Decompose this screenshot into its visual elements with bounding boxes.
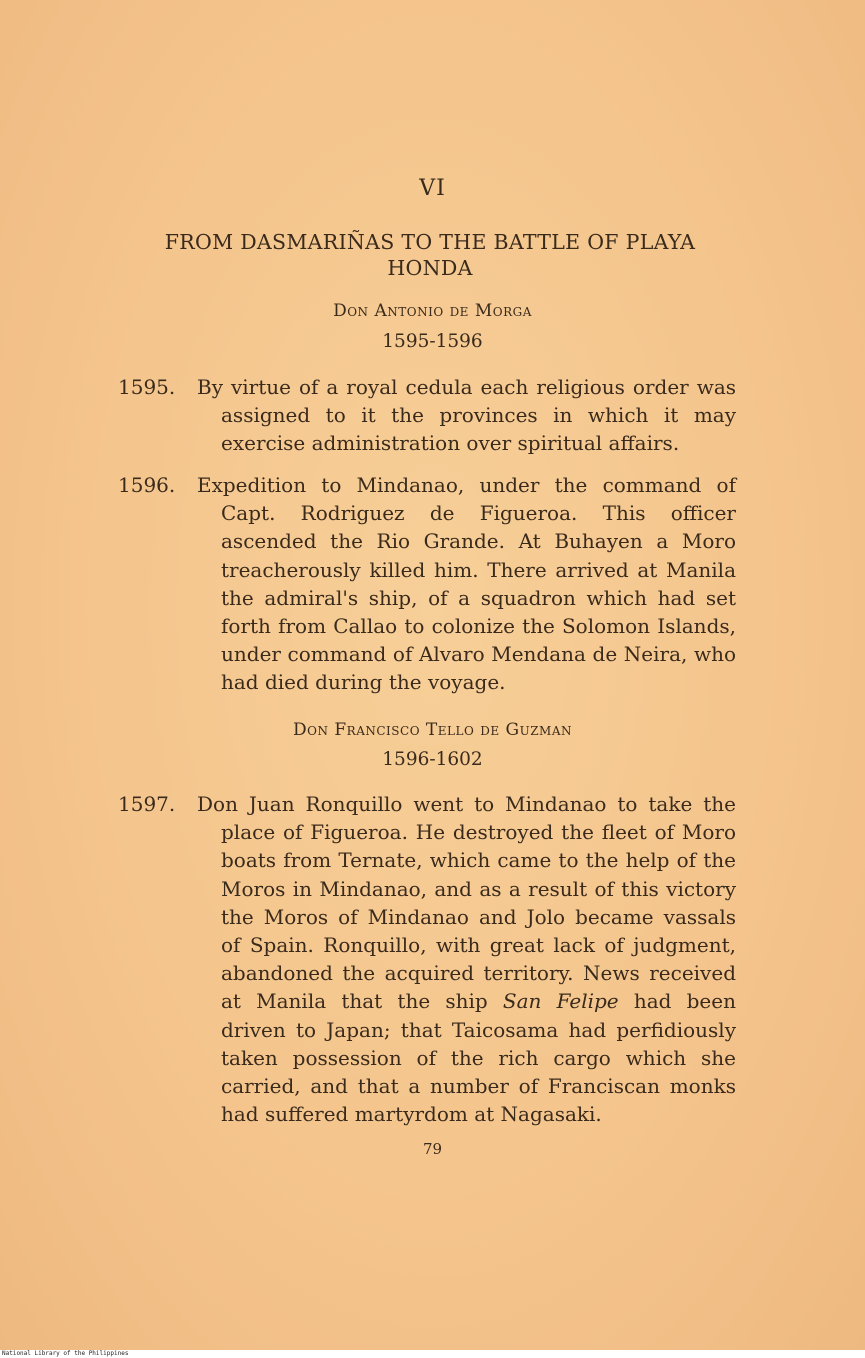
section-years-tello: 1596-1602: [382, 749, 483, 770]
entry-1597: [118, 790, 736, 1128]
entry-text: [197, 790, 736, 1128]
entry-text-part: had been driven to Japan; that Taicosama had perfidiously taken possession of the rich cargo which she carried, and that a number of Franciscan monks had suffered martyrdom at Nagasaki.: [221, 989, 736, 1127]
entry-text: By virtue of a royal cedula each religious order was assigned to it the provinces in which it may exercise administration over spiritual affairs.: [197, 375, 736, 456]
ship-name: San Felipe: [502, 989, 619, 1014]
entry-year: 1596.: [118, 473, 176, 497]
section-years-morga: 1595-1596: [382, 331, 483, 352]
entry-year: 1595.: [118, 375, 176, 399]
section-heading-morga: Don Antonio de Morga: [333, 301, 532, 321]
entry-1596: [118, 471, 736, 697]
entry-year: 1597.: [118, 792, 176, 816]
chapter-title: FROM DASMARIÑAS TO THE BATTLE OF PLAYA HONDA: [164, 230, 696, 280]
chapter-number: VI: [419, 176, 446, 201]
entry-text-part: Don Juan Ronquillo went to Mindanao to take the place of Figueroa. He destroyed the fleet of Moro boats from Ternate, which came to the help of the Moros in Mindanao, and as a result of this victory the Moros of Mindanao and Jolo became vassals of Spain. Ronquillo, with great lack of judgment, abandoned the acquired territory. News received at Manila that the ship: [197, 792, 736, 1014]
entry-text: Expedition to Mindanao, under the command of Capt. Rodriguez de Figueroa. This officer ascended the Rio Grande. At Buhayen a Moro treacherously killed him. There arrived at Manila the admiral's ship, of a squadron which had set forth from Callao to colonize the Solomon Islands, under command of Alvaro Mendana de Neira, who had died during the voyage.: [197, 473, 736, 695]
page-number: 79: [422, 1140, 443, 1158]
section-heading-tello: Don Francisco Tello de Guzman: [293, 720, 572, 740]
library-footer: National Library of the Philippines: [0, 1350, 865, 1358]
entry-1595: [118, 373, 736, 458]
